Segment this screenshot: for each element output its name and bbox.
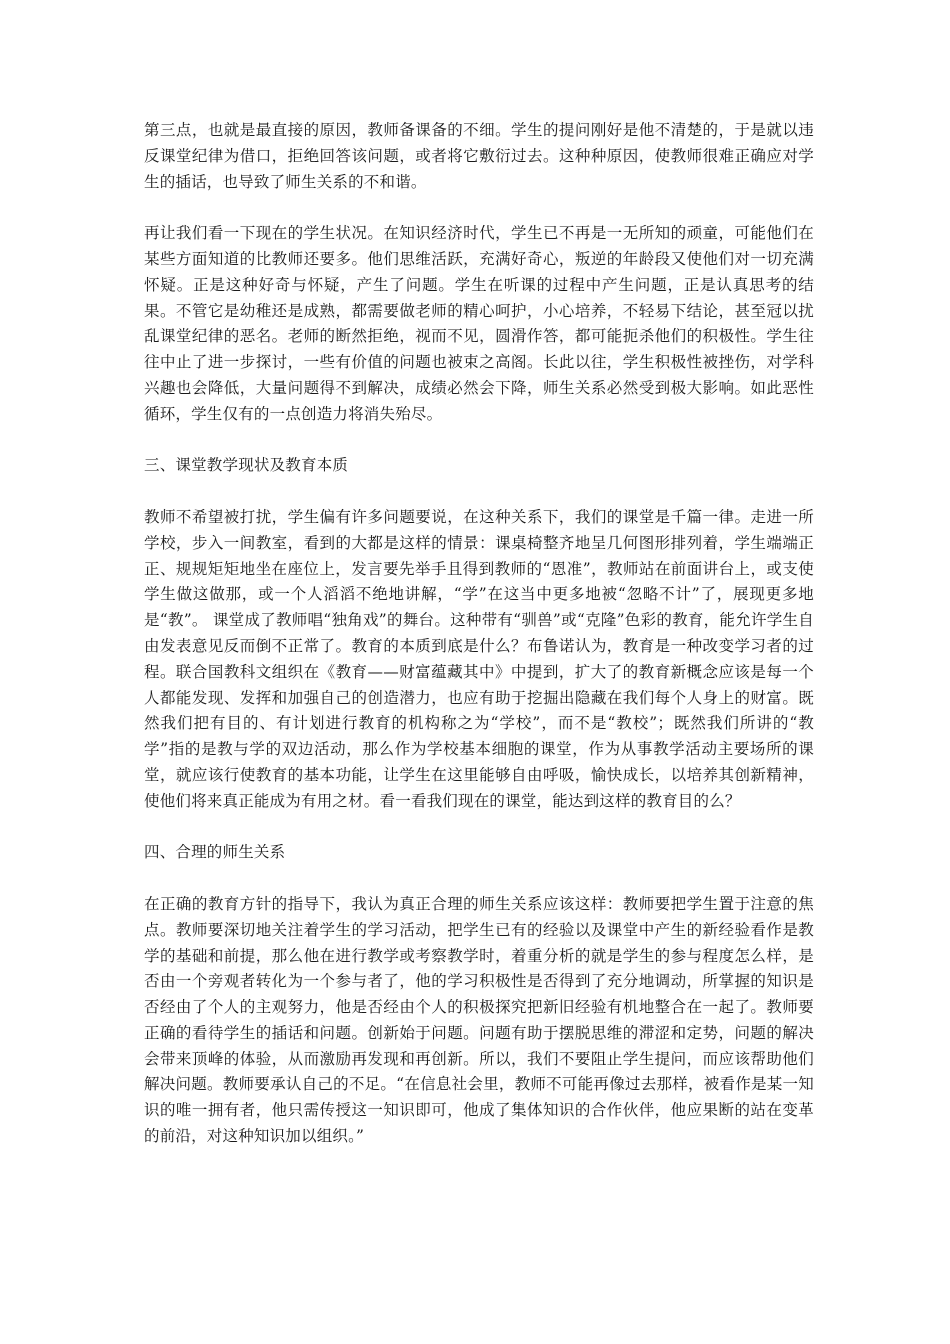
paragraph-gap bbox=[144, 195, 814, 221]
paragraph-gap bbox=[144, 479, 814, 505]
paragraph-classroom-status: 教师不希望被打扰，学生偏有许多问题要说，在这种关系下，我们的课堂是千篇一律。走进一所学校，步入一间教室，看到的大都是这样的情景：课桌椅整齐地呈几何图形排列着，学生端端正正、规规矩矩地坐在座位上，发言要先举手且得到教师的“恩准”，教师站在前面讲台上，或支使学生做这做那，或一个人滔滔不绝地讲解，“学”在这当中更多地被“忽略不计”了，展现更多地是“教”。 课堂成了教师唱“独角戏”的舞台。这种带有“驯兽”或“克隆”色彩的教育，能允许学生自由发表意见反而倒不正常了。教育的本质到底是什么？布鲁诺认为，教育是一种改变学习者的过程。联合国教科文组织在《教育——财富蕴藏其中》中提到，扩大了的教育新概念应该是每一个人都能发现、发挥和加强自己的创造潜力，也应有助于挖掘出隐藏在我们每个人身上的财富。既然我们把有目的、有计划进行教育的机构称之为“学校”，而不是“教校”；既然我们所讲的“教学”指的是教与学的双边活动，那么作为学校基本细胞的课堂，作为从事教学活动主要场所的课堂，就应该行使教育的基本功能，让学生在这里能够自由呼吸，愉快成长，以培养其创新精神，使他们将来真正能成为有用之材。看一看我们现在的课堂，能达到这样的教育目的么？ bbox=[144, 507, 814, 810]
paragraph-teacher-student-relationship: 在正确的教育方针的指导下，我认为真正合理的师生关系应该这样：教师要把学生置于注意的焦点。教师要深切地关注着学生的学习活动，把学生已有的经验以及课堂中产生的新经验看作是教学的基础和前提，那么他在进行教学或考察教学时，着重分析的就是学生的参与程度怎么样，是否由一个旁观者转化为一个参与者了，他的学习积极性是否得到了充分地调动，所掌握的知识是否经由了个人的主观努力，他是否经由个人的积极探究把新旧经验有机地整合在一起了。教师要正确的看待学生的插话和问题。创新始于问题。问题有助于摆脱思维的滞涩和定势，问题的解决会带来顶峰的体验，从而激励再发现和再创新。所以，我们不要阻止学生提问，而应该帮助他们解决问题。教师要承认自己的不足。“在信息社会里，教师不可能再像过去那样，被看作是某一知识的唯一拥有者，他只需传授这一知识即可，他成了集体知识的合作伙伴，他应果断的站在变革的前沿，对这种知识加以组织。” bbox=[144, 894, 814, 1146]
document-body bbox=[144, 118, 814, 1150]
paragraph-gap bbox=[144, 428, 814, 454]
paragraph-gap bbox=[144, 866, 814, 892]
paragraph-gap bbox=[144, 815, 814, 841]
section-heading-4: 四、合理的师生关系 bbox=[144, 843, 286, 862]
paragraph-student-situation: 再让我们看一下现在的学生状况。在知识经济时代，学生已不再是一无所知的顽童，可能他们在某些方面知道的比教师还要多。他们思维活跃，充满好奇心，叛逆的年龄段又使他们对一切充满怀疑。正是这种好奇与怀疑，产生了问题。学生在听课的过程中产生问题，正是认真思考的结果。不管它是幼稚还是成熟，都需要做老师的精心呵护，小心培养，不轻易下结论，甚至冠以扰乱课堂纪律的恶名。老师的断然拒绝，视而不见，圆滑作答，都可能扼杀他们的积极性。学生往往中止了进一步探讨，一些有价值的问题也被束之高阁。长此以往，学生积极性被挫伤，对学科兴趣也会降低，大量问题得不到解决，成绩必然会下降，师生关系必然受到极大影响。如此恶性循环，学生仅有的一点创造力将消失殆尽。 bbox=[144, 224, 814, 423]
section-heading-3: 三、课堂教学现状及教育本质 bbox=[144, 456, 349, 475]
paragraph-third-point: 第三点，也就是最直接的原因，教师备课备的不细。学生的提问刚好是他不清楚的，于是就以违反课堂纪律为借口，拒绝回答该问题，或者将它敷衍过去。这种种原因，使教师很难正确应对学生的插话，也导致了师生关系的不和谐。 bbox=[144, 121, 814, 191]
